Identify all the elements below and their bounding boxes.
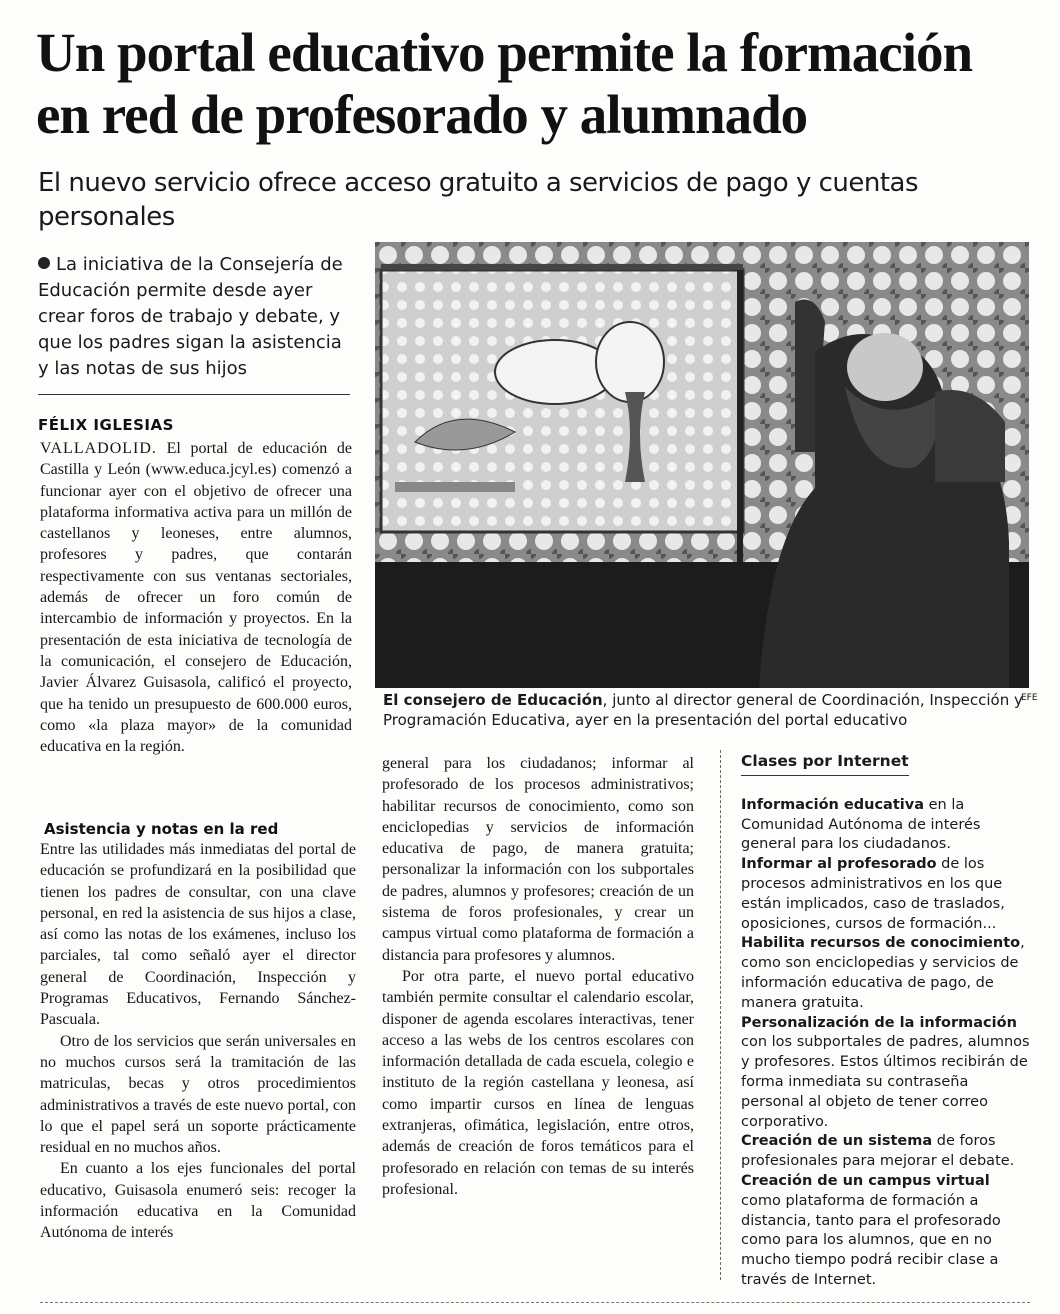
headline: Un portal educativo permite la formación en red de profesorado y alumnado: [36, 22, 973, 145]
sidebar-item-heading: Creación de un sistema: [741, 1133, 933, 1150]
subheadline: El nuevo servicio ofrece acceso gratuito a servicios de pago y cuentas personales: [38, 168, 919, 232]
sidebar-item: [741, 1172, 1031, 1291]
paragraph-6: Por otra parte, el nuevo portal educativo también permite consultar el calendario escolar, disponer de agenda escolares interactivas, tener acceso a las webs de los centros escolares con información detallada de cada escuela, colegio e instituto de la región castellana y leonesa, así como impartir cursos en línea de lenguas extranjeras, ofimática, legislación, entre otros, además de creación de foros temáticos para el profesorado en relación con temas de su interés profesional.: [382, 967, 694, 1198]
sidebar-item: [741, 1014, 1031, 1133]
article-column-1-bottom: [40, 839, 356, 1244]
photo-caption: [383, 690, 1033, 730]
caption-lead: El consejero de Educación: [383, 691, 603, 709]
lead-text: La iniciativa de la Consejería de Educación permite desde ayer crear foros de trabajo y debate, y que los padres sigan la asistencia y las notas de sus hijos: [38, 254, 343, 379]
lead-summary: [38, 252, 358, 382]
article-column-2: [382, 753, 694, 1200]
paragraph-3: Otro de los servicios que serán universales en no muchos cursos será la tramitación de las matriculas, becas y otros procedimientos administrativos a través de este nuevo portal, con lo que el papel será un soporte prácticamente residual en no muchos años.: [40, 1032, 356, 1157]
sidebar-item: [741, 796, 1031, 855]
sidebar-item-heading: Creación de un campus virtual: [741, 1172, 990, 1189]
sidebar-item-heading: Personalización de la información: [741, 1014, 1017, 1031]
bottom-divider: [40, 1302, 1030, 1303]
section-heading: Asistencia y notas en la red: [44, 820, 279, 838]
sidebar-box: [741, 752, 1031, 1291]
paragraph-1: El portal de educación de Castilla y León (www.educa.jcyl.es) comenzó a funcionar ayer con el objetivo de ofrecer una plataforma informativa activa para un millón de castellanos y leoneses, entre alumnos, profesores y padres, que contarán respectivamente con sus ventanas sectoriales, además de ofrecer un foro común de intercambio de información y proyectos. En la presentación de esta iniciativa de tecnología de la comunicación, el consejero de Educación, Javier Álvarez Guisasola, calificó el proyecto, que ha tenido un presupuesto de 600.000 euros, como «la plaza mayor» de la comunidad educativa en la región.: [40, 440, 353, 756]
sidebar-item: [741, 1132, 1031, 1172]
sidebar-item-heading: Habilita recursos de conocimiento: [741, 935, 1021, 952]
photo-credit: EFE: [1021, 693, 1038, 703]
sidebar-item-text: de foros profesionales para mejorar el debate.: [741, 1133, 1015, 1170]
byline: FÉLIX IGLESIAS: [38, 416, 174, 434]
sidebar-item-text: en la Comunidad Autónoma de interés general para los ciudadanos.: [741, 796, 981, 853]
paragraph-5: general para los ciudadanos; informar al profesorado de los procesos administrativos; habilitar recursos de conocimiento, como son enciclopedias y servicios de información educativa de pago, de manera gratuita; personalizar la información con los subportales de padres, alumnos y profesores; creación de un sistema de foros profesionales, y crear un campus virtual como plataforma de formación a distancia para profesores y alumnos.: [382, 755, 694, 964]
sidebar-item: [741, 855, 1031, 934]
sidebar-item-heading: Información educativa: [741, 796, 924, 813]
bullet-icon: [38, 257, 50, 269]
caption-text: , junto al director general de Coordinación, Inspección y Programación Educativa, ayer en la presentación del portal educativo: [383, 691, 1023, 729]
sidebar-item-text: de los procesos administrativos en los que están implicados, caso de traslados, oposiciones, cursos de formación...: [741, 856, 1005, 932]
sidebar-item-heading: Informar al profesorado: [741, 856, 937, 873]
paragraph-2: Entre las utilidades más inmediatas del portal de educación se profundizará en la posibilidad que tienen los padres de consultar, con una clave personal, en red la asistencia de sus hijos a clase, así como las notas de los exámenes, incluso los parciales, tal como señaló ayer el director general de Coordinación, Inspección y Programas Educativos, Fernando Sánchez-Pascuala.: [40, 841, 356, 1029]
lead-divider: [38, 394, 350, 395]
article-column-1-top: [40, 438, 352, 757]
paragraph-4: En cuanto a los ejes funcionales del portal educativo, Guisasola enumeró seis: recoger la información educativa en la Comunidad Autónoma de interés: [40, 1160, 356, 1242]
article-photo: [375, 242, 1029, 688]
sidebar-divider: [720, 750, 721, 1280]
sidebar-item: [741, 934, 1031, 1013]
sidebar-item-text: , como son enciclopedias y servicios de información educativa de pago, de manera gratuita.: [741, 935, 1025, 1011]
sidebar-item-text: como plataforma de formación a distancia, tanto para el profesorado como para los alumnos, que en no mucho tiempo podrá recibir clase a través de Internet.: [741, 1192, 1001, 1288]
dateline: VALLADOLID.: [40, 440, 157, 457]
sidebar-title: Clases por Internet: [741, 752, 909, 776]
sidebar-item-text: con los subportales de padres, alumnos y profesores. Estos últimos recibirán de forma inmediata su contraseña personal al objeto de tener correo corporativo.: [741, 1034, 1030, 1130]
